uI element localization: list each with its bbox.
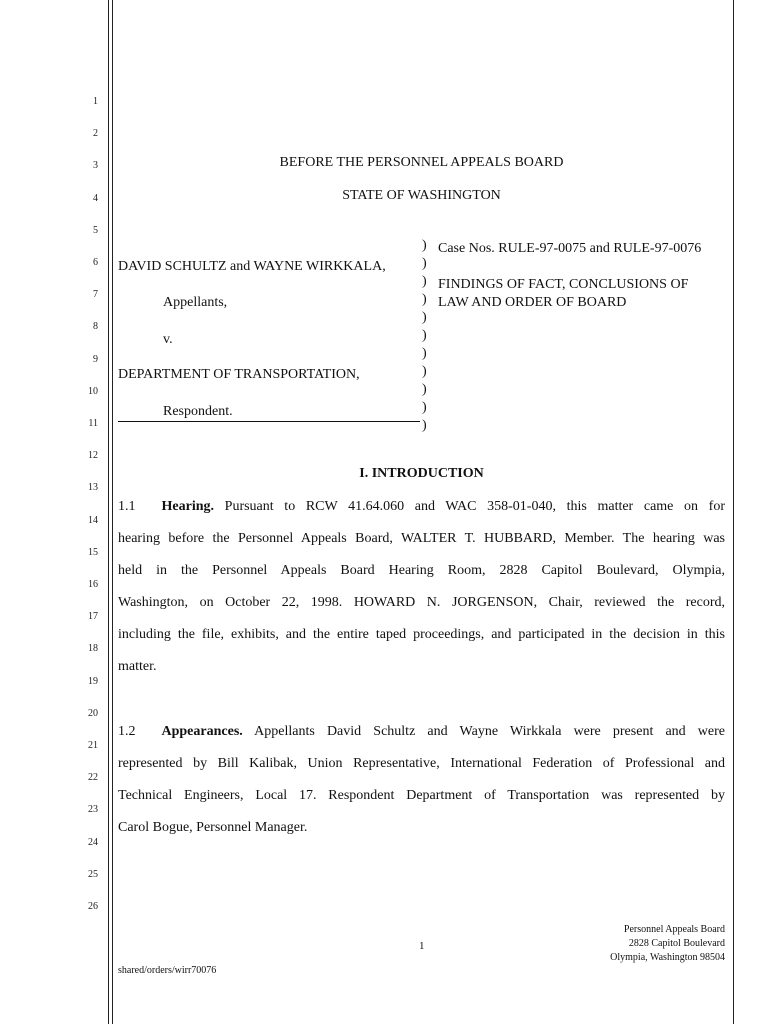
paragraph-line	[118, 498, 725, 530]
paragraph-heading: Appearances.	[161, 724, 243, 739]
line-number: 7	[93, 289, 98, 301]
line-number: 13	[88, 482, 98, 494]
caption-paren: )	[422, 292, 427, 307]
paragraph-line: represented by Bill Kalibak, Union Representative, International Federation of Professional and	[118, 756, 725, 771]
paragraph-number: 1.1	[118, 499, 136, 514]
board-heading: BEFORE THE PERSONNEL APPEALS BOARD	[279, 155, 564, 170]
appellants-label: Appellants,	[163, 295, 228, 310]
left-margin-rule-outer	[108, 0, 109, 1024]
caption-paren: )	[422, 256, 427, 271]
paragraph-text: Pursuant to RCW 41.64.060 and WAC 358-01-040, this matter came on for	[224, 499, 726, 514]
caption-paren: )	[422, 238, 427, 253]
paragraph-heading: Hearing.	[161, 499, 214, 514]
page-number: 1	[419, 940, 425, 952]
caption-paren: )	[422, 382, 427, 397]
case-numbers: Case Nos. RULE-97-0075 and RULE-97-0076	[438, 241, 702, 256]
line-number: 11	[88, 418, 98, 429]
file-path: shared/orders/wirr70076	[118, 965, 217, 976]
line-number: 14	[88, 514, 98, 526]
caption-paren: )	[422, 346, 427, 361]
line-number: 21	[88, 740, 98, 751]
versus-label: v.	[163, 332, 173, 347]
line-number: 17	[88, 611, 98, 623]
line-number: 4	[93, 192, 98, 204]
paragraph-hearing	[118, 498, 725, 690]
parties-line: DAVID SCHULTZ and WAYNE WIRKKALA,	[118, 259, 386, 274]
line-number: 23	[88, 804, 98, 816]
document-title-line-2: LAW AND ORDER OF BOARD	[438, 295, 627, 310]
state-heading: STATE OF WASHINGTON	[342, 188, 501, 203]
line-number: 20	[88, 707, 98, 719]
caption-paren: )	[422, 310, 427, 325]
paragraph-line: including the file, exhibits, and the entire taped proceedings, and participated in the decision in this	[118, 627, 725, 642]
line-number: 10	[88, 385, 98, 397]
paragraph-line: hearing before the Personnel Appeals Board, WALTER T. HUBBARD, Member. The hearing was	[118, 531, 725, 546]
line-number: 25	[88, 868, 98, 880]
line-number: 1	[93, 96, 98, 107]
line-number: 16	[88, 579, 98, 590]
line-number: 22	[88, 772, 98, 784]
line-number: 9	[93, 353, 98, 365]
paragraph-line: matter.	[118, 659, 157, 674]
line-number: 15	[88, 546, 98, 558]
caption-paren: )	[422, 400, 427, 415]
line-number: 6	[93, 257, 98, 268]
footer-address: 2828 Capitol Boulevard	[628, 938, 725, 949]
document-title-line-1: FINDINGS OF FACT, CONCLUSIONS OF	[438, 277, 689, 292]
caption-paren: )	[422, 274, 427, 289]
line-number: 26	[88, 901, 98, 912]
paragraph-line: held in the Personnel Appeals Board Hearing Room, 2828 Capitol Boulevard, Olympia,	[118, 563, 725, 578]
caption-paren: )	[422, 364, 427, 379]
paragraph-line: Washington, on October 22, 1998. HOWARD N. JORGENSON, Chair, reviewed the record,	[118, 595, 725, 610]
line-number: 18	[88, 643, 98, 655]
caption-paren: )	[422, 328, 427, 343]
paragraph-line	[118, 723, 725, 755]
caption-paren: )	[422, 418, 427, 433]
paragraph-line: Technical Engineers, Local 17. Respondent Department of Transportation was represented by	[118, 788, 725, 803]
line-number: 8	[93, 321, 98, 333]
respondent-label: Respondent.	[163, 404, 233, 419]
respondent-name: DEPARTMENT OF TRANSPORTATION,	[118, 367, 360, 382]
line-number: 2	[93, 128, 98, 140]
section-title: I. INTRODUCTION	[359, 466, 484, 481]
paragraph-text: Appellants David Schultz and Wayne Wirkkala were present and were	[254, 724, 726, 739]
footer-city: Olympia, Washington 98504	[610, 952, 725, 963]
line-number: 12	[88, 450, 98, 462]
right-margin-rule	[733, 0, 734, 1024]
left-margin-rule-inner	[112, 0, 113, 1024]
paragraph-number: 1.2	[118, 724, 136, 739]
line-number: 5	[93, 224, 98, 236]
paragraph-line: Carol Bogue, Personnel Manager.	[118, 820, 308, 835]
paragraph-appearances	[118, 723, 725, 851]
line-number: 3	[93, 160, 98, 172]
line-number: 19	[88, 675, 98, 687]
footer-board: Personnel Appeals Board	[623, 924, 725, 935]
line-number: 24	[88, 836, 98, 848]
caption-underline	[118, 421, 420, 422]
